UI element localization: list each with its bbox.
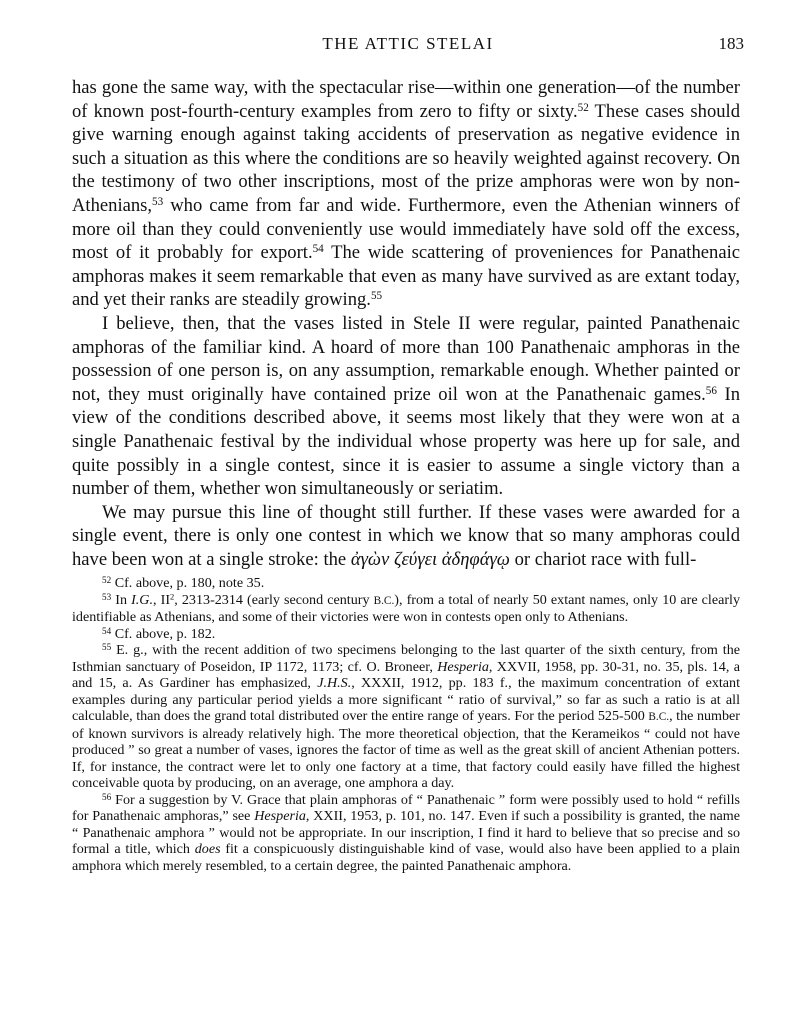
main-text bbox=[72, 76, 740, 571]
footnote-text: For a suggestion by V. Grace that plain amphoras of “ Panathenaic ” form were possibly used to hold “ refills for Panathenaic amphoras,” see bbox=[72, 791, 740, 824]
footnotes bbox=[72, 575, 740, 874]
footnote-ref-53: 53 bbox=[152, 195, 164, 208]
footnote-text: , the number of known survivors is already relatively high. The more theoretical objection, that the Kerameikos “ could not have produced ” so great a number of vases, ignores the factor of time as well as the great skill of ancient Athenian potters. If, for instance, the contract were let to only one factory at a time, that factory could easily have filled the highest conceivable quota by producing, on an average, one amphora a day. bbox=[72, 708, 741, 791]
small-caps-era: B.C. bbox=[373, 594, 395, 607]
footnote-ref-56: 56 bbox=[705, 384, 717, 397]
footnote-text: In bbox=[115, 591, 132, 608]
citation-title: Hesperia bbox=[254, 808, 306, 824]
footnote-number: 52 bbox=[102, 574, 112, 585]
paragraph-text: who came from far and wide. Furthermore, even the Athenian winners of more oil than they could conveniently use would immediately have sold off the excess, most of it probably for export. bbox=[72, 194, 740, 264]
paragraph-text: These cases should give warning enough against taking accidents of preservation as negative evidence in such a situation as this where the conditions are so heavily weighted against recovery. On the testimony of two other inscriptions, most of the prize amphoras were won by non-Athenians, bbox=[72, 100, 741, 216]
footnote-52 bbox=[72, 575, 740, 592]
footnote-number: 53 bbox=[102, 591, 112, 602]
footnote-54 bbox=[72, 626, 740, 643]
paragraph-text: The wide scattering of proveniences for Panathenaic amphoras makes it seem remarkable that even as many have survived as are extant today, and yet their ranks are steadily growing. bbox=[72, 242, 740, 311]
footnote-53 bbox=[72, 592, 740, 626]
edition-superscript: 2 bbox=[170, 590, 175, 601]
footnote-text: Cf. above, p. 180, note 35. bbox=[114, 575, 265, 591]
footnote-number: 55 bbox=[102, 641, 112, 652]
greek-phrase: ἀγὼν ζεύγει ἀδηφάγῳ bbox=[350, 548, 510, 570]
footnote-text: ), from a total of nearly 50 extant names, only 10 are clearly identifiable as Athenians, and some of their victories were won in contests open only to Athenians. bbox=[72, 591, 741, 625]
small-caps-era: B.C. bbox=[648, 711, 670, 723]
footnote-ref-52: 52 bbox=[577, 101, 589, 114]
footnote-ref-54: 54 bbox=[312, 243, 324, 256]
citation-title: Hesperia bbox=[437, 658, 489, 675]
footnote-ref-55: 55 bbox=[370, 290, 383, 303]
running-title: THE ATTIC STELAI bbox=[322, 34, 494, 53]
paragraph-text: In view of the conditions described above, it seems most likely that they were won at a single Panathenaic festival by the individual whose property was here up for sale, and quite possibly in a single contest, since it is easier to assume a single victory than a number of them, whether won simultaneously or seriatim. bbox=[72, 383, 740, 500]
footnote-number: 54 bbox=[102, 625, 112, 636]
paragraph-1 bbox=[72, 76, 740, 312]
citation-title: J.H.S. bbox=[317, 675, 352, 691]
page-number: 183 bbox=[718, 34, 744, 53]
paragraph-text: I believe, then, that the vases listed in Stele II were regular, painted Panathenaic amphoras of the familiar kind. A hoard of more than 100 Panathenaic amphoras in the possession of one person is, on any assumption, remarkable enough. Whether painted or not, they must originally have contained prize oil won at the Panathenaic games. bbox=[72, 312, 740, 405]
paragraph-text: We may pursue this line of thought still further. If these vases were awarded for a single event, there is only one contest in which we know that so many amphoras could have been won at a single stroke: the bbox=[72, 501, 740, 570]
footnote-56 bbox=[72, 792, 740, 875]
paragraph-text: has gone the same way, with the spectacular rise—within one generation—of the number of known post-fourth-century examples from zero to fifty or sixty. bbox=[72, 77, 740, 122]
footnote-number: 56 bbox=[102, 791, 112, 802]
paragraph-text: or chariot race with full- bbox=[509, 548, 697, 570]
footnote-text: Cf. above, p. 182. bbox=[114, 625, 216, 642]
emphasis: does bbox=[194, 841, 221, 857]
footnote-text: , II bbox=[153, 591, 171, 608]
citation-title: I.G. bbox=[131, 591, 154, 608]
footnote-text: , 2313-2314 (early second century bbox=[174, 591, 374, 608]
running-header bbox=[72, 34, 744, 60]
footnote-text: , XXVII, 1958, pp. 30-31, no. 35, pls. 14, a and 15, a. As Gardiner has emphasized, bbox=[72, 658, 740, 691]
footnote-text: fit a conspicuously distinguishable kind of vase, would also have been applied to a plain amphora which merely resembled, to a certain degree, the painted Panathenaic amphora. bbox=[72, 841, 740, 874]
paragraph-2 bbox=[72, 312, 740, 501]
footnote-text: , XXXII, 1912, pp. 183 f., the maximum concentration of extant examples during any particular period yields a more significant “ ratio of survival,” so far as such a ratio is at all calculable, than does the grand total distributed over the entire range of years. For the period 525-500 bbox=[72, 675, 741, 724]
footnote-55 bbox=[72, 642, 740, 792]
footnote-text: E. g., with the recent addition of two specimens belonging to the last quarter of the sixth century, from the Isthmian sanctuary of Poseidon, IP 1172, 1173; cf. O. Broneer, bbox=[72, 642, 740, 675]
footnote-text: , XXII, 1953, p. 101, no. 147. Even if such a possibility is granted, the name “ Panathenaic amphora ” would not be appropriate. In our inscription, I find it hard to believe that so precise and so formal a title, which bbox=[72, 808, 740, 857]
paragraph-3 bbox=[72, 501, 740, 572]
